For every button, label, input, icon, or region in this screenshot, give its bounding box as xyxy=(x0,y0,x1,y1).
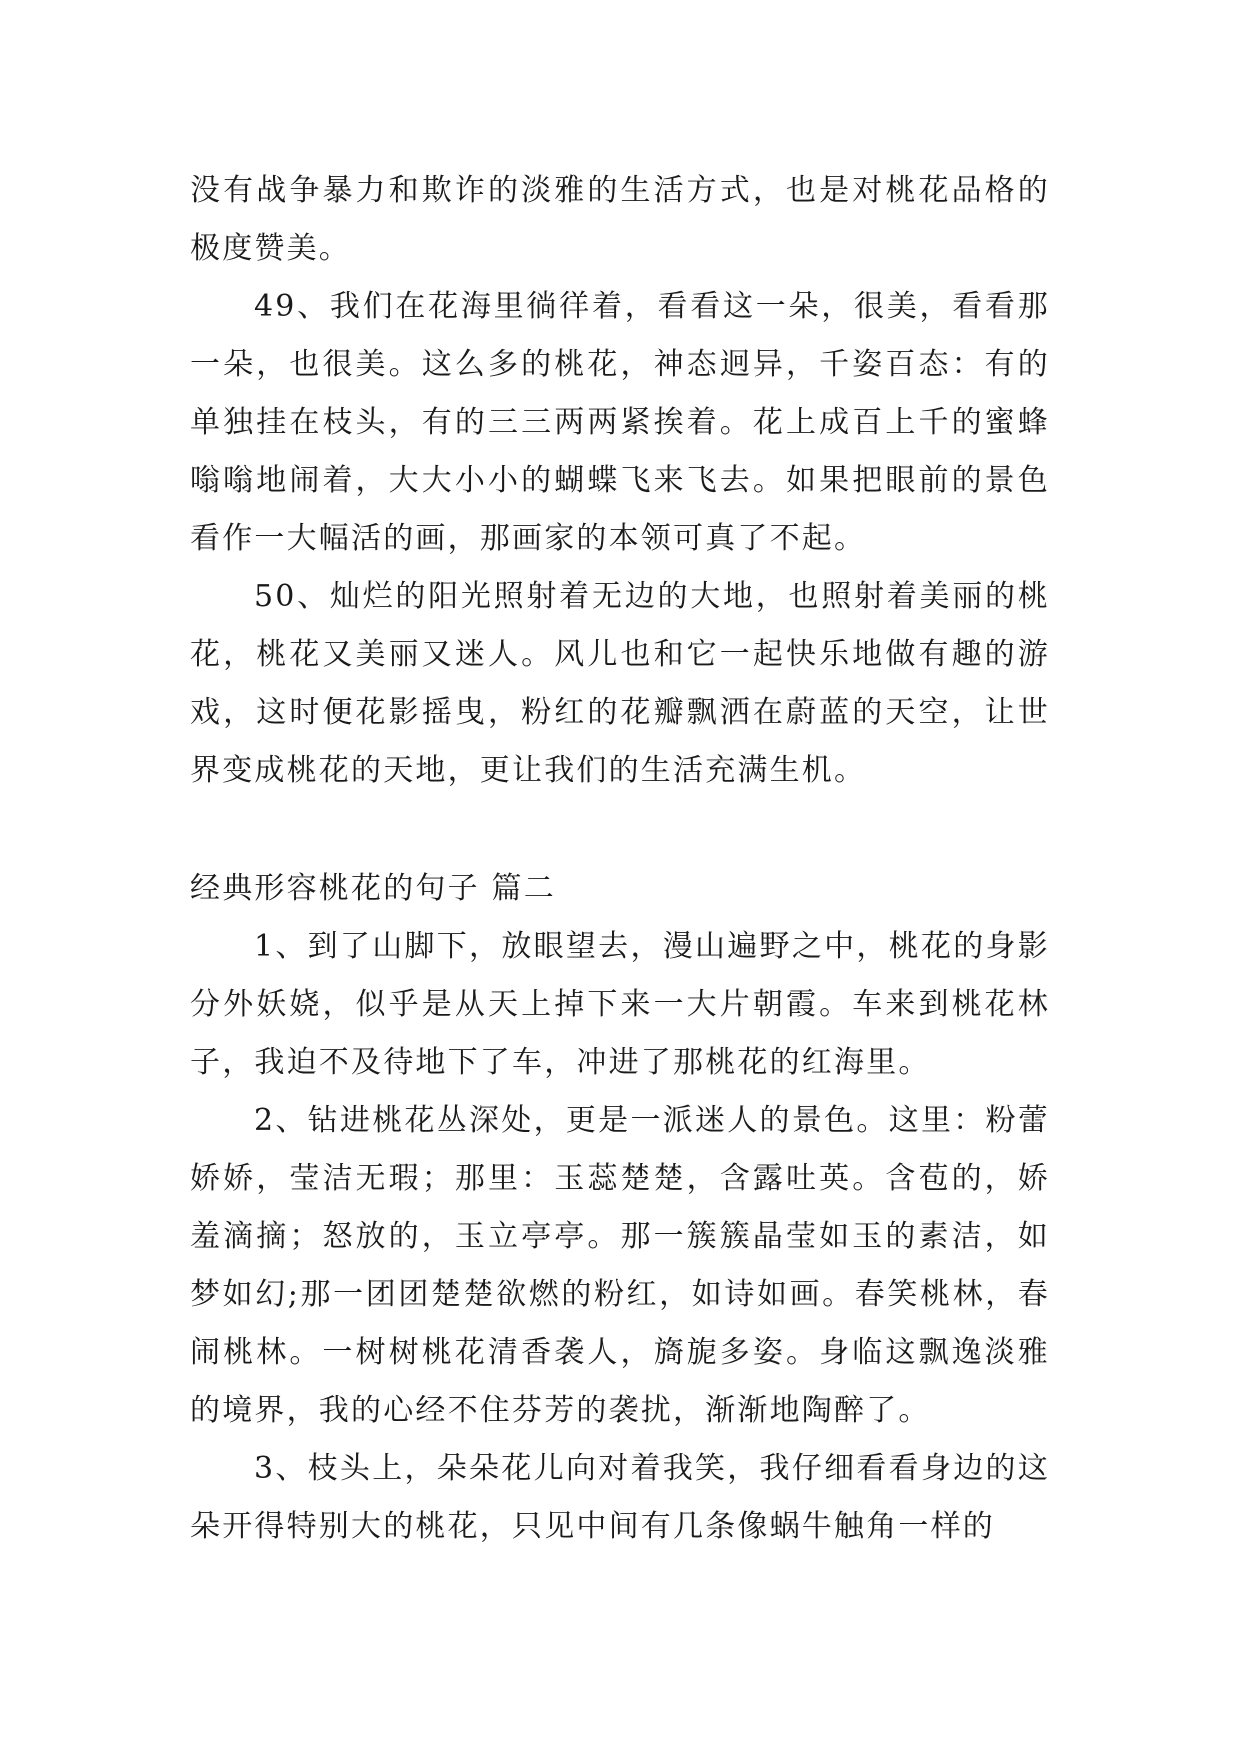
page-content xyxy=(190,162,1050,1556)
paragraph-2: 2、钻进桃花丛深处，更是一派迷人的景色。这里：粉蕾娇娇，莹洁无瑕；那里：玉蕊楚楚，含露吐英。含苞的，娇羞滴摘；怒放的，玉立亭亭。那一簇簇晶莹如玉的素洁，如梦如幻;那一团团楚楚欲燃的粉红，如诗如画。春笑桃林，春闹桃林。一树树桃花清香袭人，旖旎多姿。身临这飘逸淡雅的境界，我的心经不住芬芳的袭扰，渐渐地陶醉了。 xyxy=(190,1103,1050,1428)
section-heading: 经典形容桃花的句子 篇二 xyxy=(190,871,556,906)
paragraph-3: 3、枝头上，朵朵花儿向对着我笑，我仔细看看身边的这朵开得特别大的桃花，只见中间有几条像蜗牛触角一样的 xyxy=(190,1451,1050,1544)
paragraph-49: 49、我们在花海里徜徉着，看看这一朵，很美，看看那一朵，也很美。这么多的桃花，神态迥异，千姿百态：有的单独挂在枝头，有的三三两两紧挨着。花上成百上千的蜜蜂嗡嗡地闹着，大大小小的蝴蝶飞来飞去。如果把眼前的景色看作一大幅活的画，那画家的本领可真了不起。 xyxy=(190,289,1050,556)
paragraph-50: 50、灿烂的阳光照射着无边的大地，也照射着美丽的桃花，桃花又美丽又迷人。风儿也和它一起快乐地做有趣的游戏，这时便花影摇曳，粉红的花瓣飘洒在蔚蓝的天空，让世界变成桃花的天地，更让我们的生活充满生机。 xyxy=(190,579,1050,788)
paragraph-continuation: 没有战争暴力和欺诈的淡雅的生活方式，也是对桃花品格的极度赞美。 xyxy=(190,173,1050,266)
section-gap xyxy=(190,800,1050,860)
paragraph-1: 1、到了山脚下，放眼望去，漫山遍野之中，桃花的身影分外妖娆，似乎是从天上掉下来一大片朝霞。车来到桃花林子，我迫不及待地下了车，冲进了那桃花的红海里。 xyxy=(190,929,1050,1080)
